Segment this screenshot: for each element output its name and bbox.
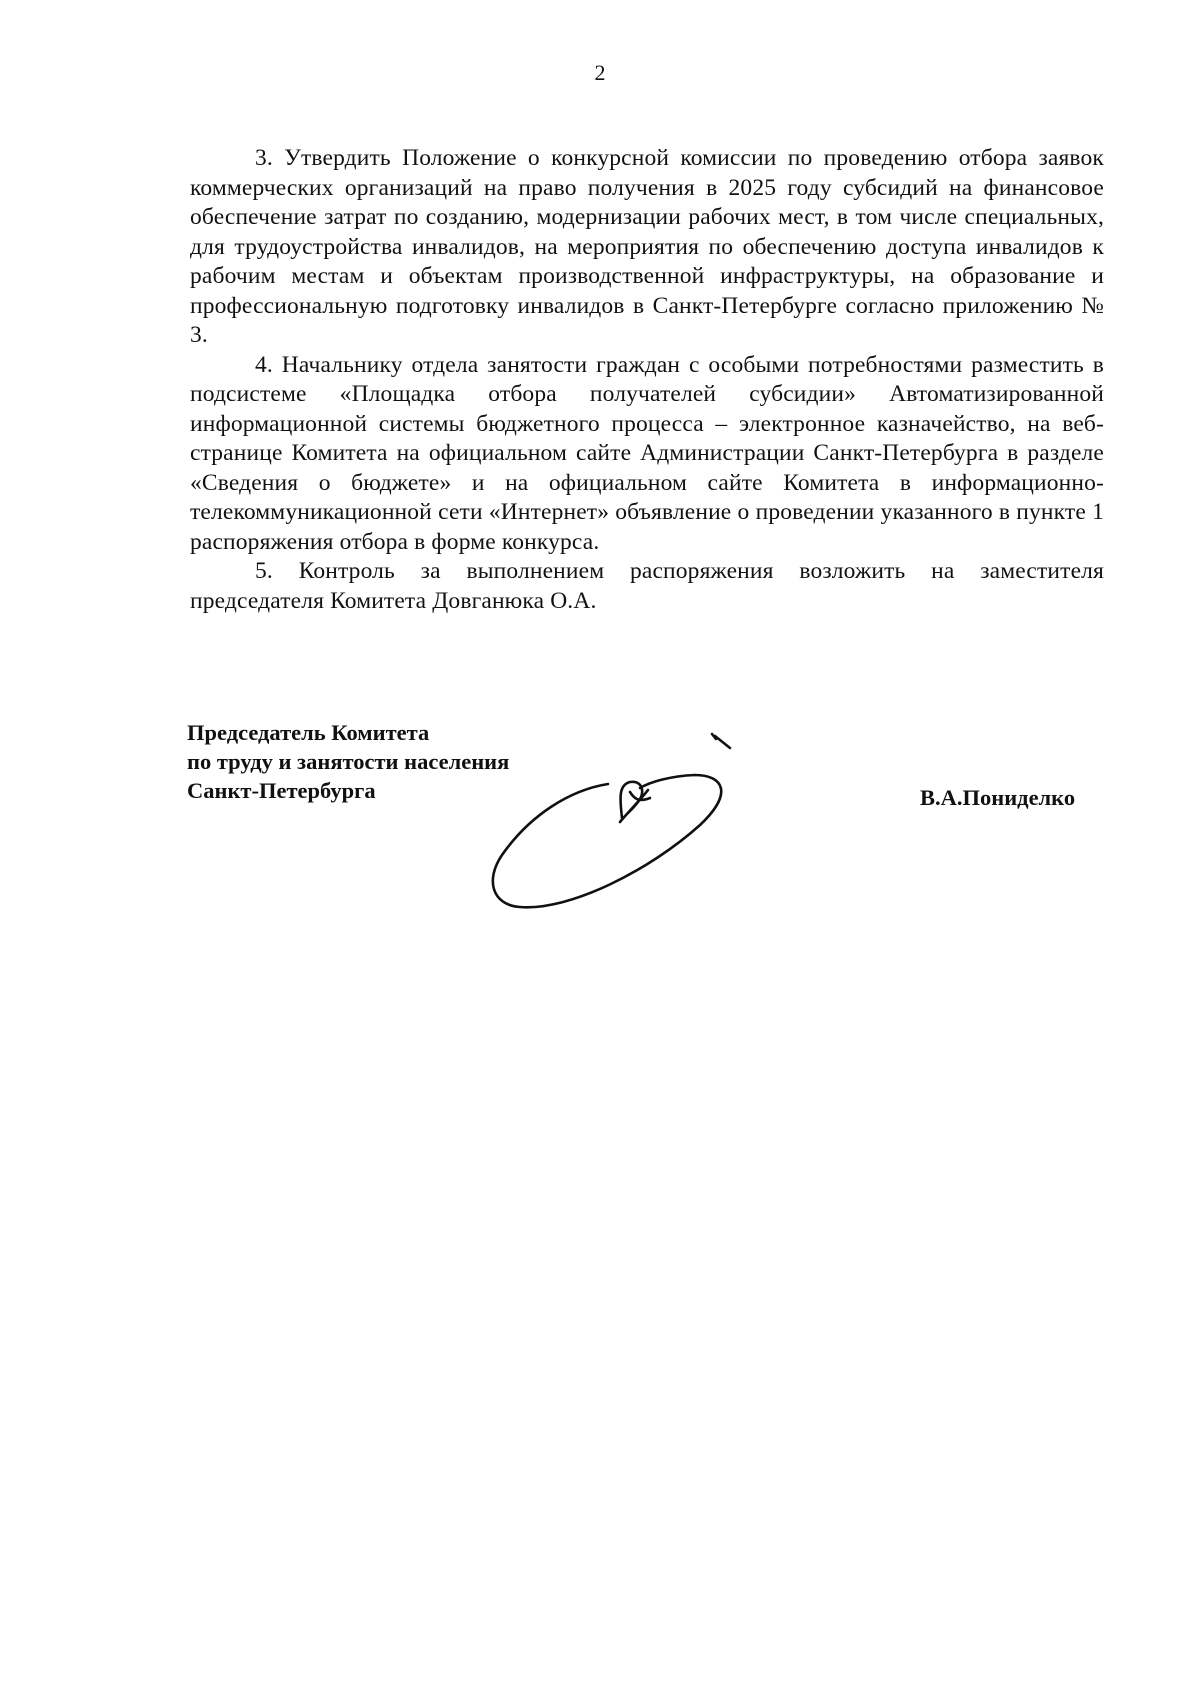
signatory-title xyxy=(187,718,509,805)
paragraph-3: 3. Утвердить Положение о конкурсной комиссии по проведению отбора заявок коммерческих организаций на право получения в 2025 году субсидий на финансовое обеспечение затрат по созданию, модернизации рабочих мест, в том числе специальных, для трудоустройства инвалидов, на мероприятия по обеспечению доступа инвалидов к рабочим местам и объектам производственной инфраструктуры, на образование и профессиональную подготовку инвалидов в Санкт-Петербурге согласно приложению № 3. xyxy=(190,145,1104,348)
paragraph-4: 4. Начальнику отдела занятости граждан с особыми потребностями разместить в подсистеме «Площадка отбора получателей субсидии» Автоматизированной информационной системы бюджетного процесса – электронное казначейство, на веб-странице Комитета на официальном сайте Администрации Санкт-Петербурга в разделе «Сведения о бюджете» и на официальном сайте Комитета в информационно-телекоммуникационной сети «Интернет» объявление о проведении указанного в пункте 1 распоряжения отбора в форме конкурса. xyxy=(190,351,1104,555)
signatory-title-line: Председатель Комитета xyxy=(187,720,430,745)
signatory-name: В.А.Пониделко xyxy=(920,785,1076,810)
signatory-title-line: по труду и занятости населения xyxy=(187,749,510,774)
handwritten-signature xyxy=(490,730,780,930)
page-number: 2 xyxy=(594,60,606,85)
paragraph-5: 5. Контроль за выполнением распоряжения возложить на заместителя председателя Комитета Довганюка О.А. xyxy=(190,558,1104,614)
signatory-title-line: Санкт-Петербурга xyxy=(187,778,376,803)
document-body xyxy=(190,144,1104,616)
